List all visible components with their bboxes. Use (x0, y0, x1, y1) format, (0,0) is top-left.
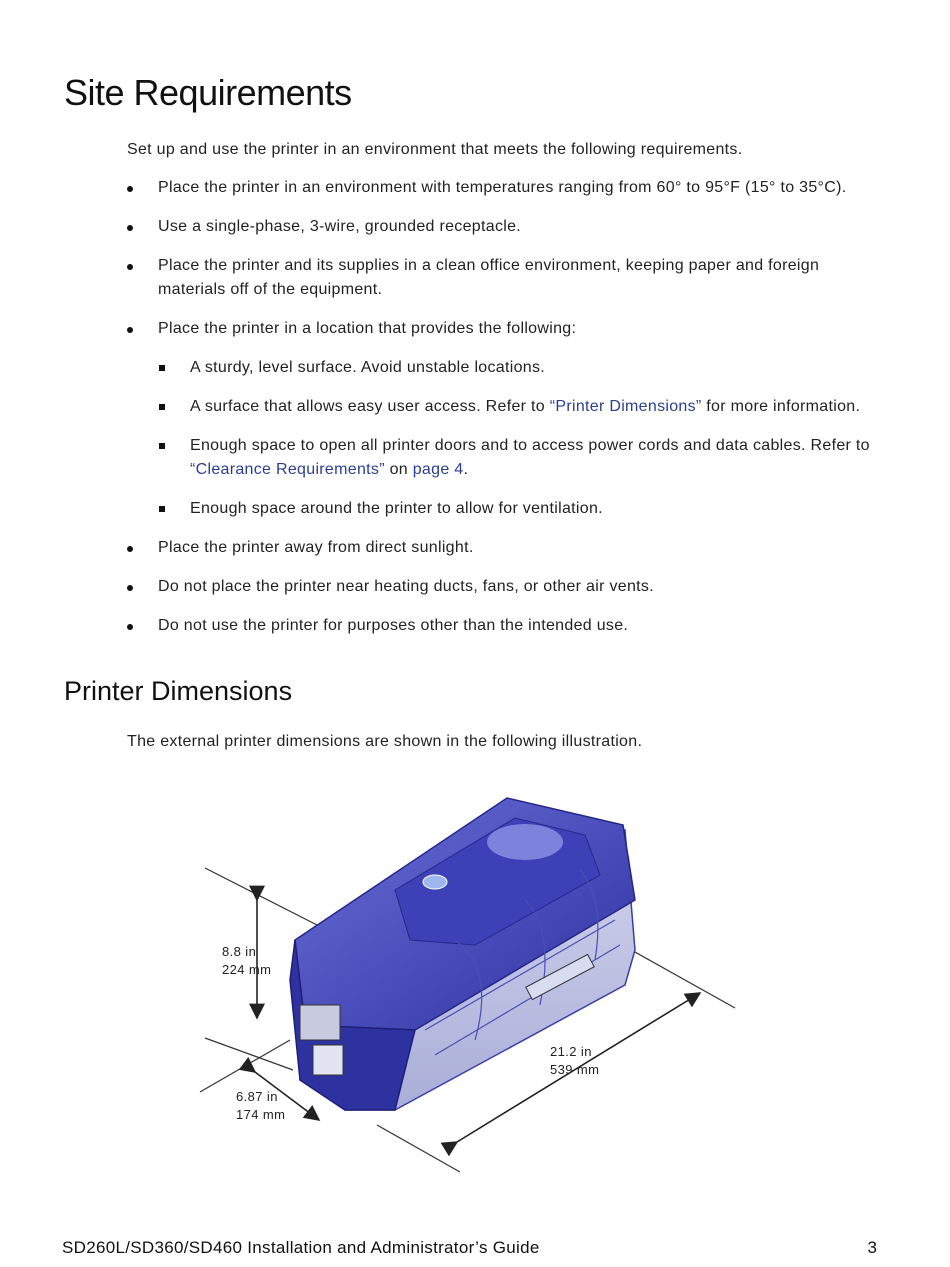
clearance-requirements-link[interactable]: “Clearance Requirements” (190, 461, 385, 478)
list-item: Place the printer away from direct sunlight. (127, 536, 887, 560)
page-4-link[interactable]: page 4 (412, 461, 464, 478)
square-bullet-icon (159, 443, 165, 449)
list-item: Do not place the printer near heating ducts, fans, or other air vents. (127, 575, 887, 599)
list-item: Use a single-phase, 3-wire, grounded receptacle. (127, 215, 887, 239)
page-title: Site Requirements (64, 72, 352, 113)
square-bullet-icon (159, 365, 165, 371)
bullet-icon (127, 225, 133, 231)
bullet-icon (127, 624, 133, 630)
site-requirements-intro: Set up and use the printer in an environment that meets the following requirements. (127, 141, 743, 158)
bullet-icon (127, 327, 133, 333)
list-item: Place the printer and its supplies in a clean office environment, keeping paper and foreign materials off of the equipment. (127, 254, 887, 302)
height-dimension-label: 8.8 in 224 mm (222, 944, 272, 977)
printer-dimensions-intro: The external printer dimensions are shown in the following illustration. (127, 733, 643, 750)
bullet-icon (127, 264, 133, 270)
printer-dimensions-illustration (195, 780, 740, 1175)
bullet-icon (127, 585, 133, 591)
list-item: Place the printer in an environment with temperatures ranging from 60° to 95°F (15° to 35°C). (127, 176, 887, 200)
bullet-icon (127, 186, 133, 192)
sub-list-item: A sturdy, level surface. Avoid unstable locations. (127, 356, 887, 380)
square-bullet-icon (159, 506, 165, 512)
depth-dimension-label: 6.87 in 174 mm (236, 1089, 286, 1122)
length-dimension-label: 21.2 in 539 mm (550, 1044, 600, 1077)
printer-dimensions-link[interactable]: “Printer Dimensions” (549, 398, 702, 415)
requirements-list (127, 176, 887, 638)
sub-list-item: Enough space around the printer to allow for ventilation. (127, 497, 887, 521)
list-item: Place the printer in a location that provides the following: (127, 317, 887, 341)
list-item: Do not use the printer for purposes other than the intended use. (127, 614, 887, 638)
sub-list-item: Enough space to open all printer doors and to access power cords and data cables. Refer to “Clearance Requirements” on page 4. (127, 434, 887, 482)
printer-dimensions-heading: Printer Dimensions (64, 676, 293, 706)
footer-guide-title: SD260L/SD360/SD460 Installation and Administrator’s Guide (62, 1238, 540, 1257)
square-bullet-icon (159, 404, 165, 410)
footer-page-number: 3 (867, 1238, 877, 1257)
sub-list-item: A surface that allows easy user access. Refer to “Printer Dimensions” for more information. (127, 395, 887, 419)
bullet-icon (127, 546, 133, 552)
